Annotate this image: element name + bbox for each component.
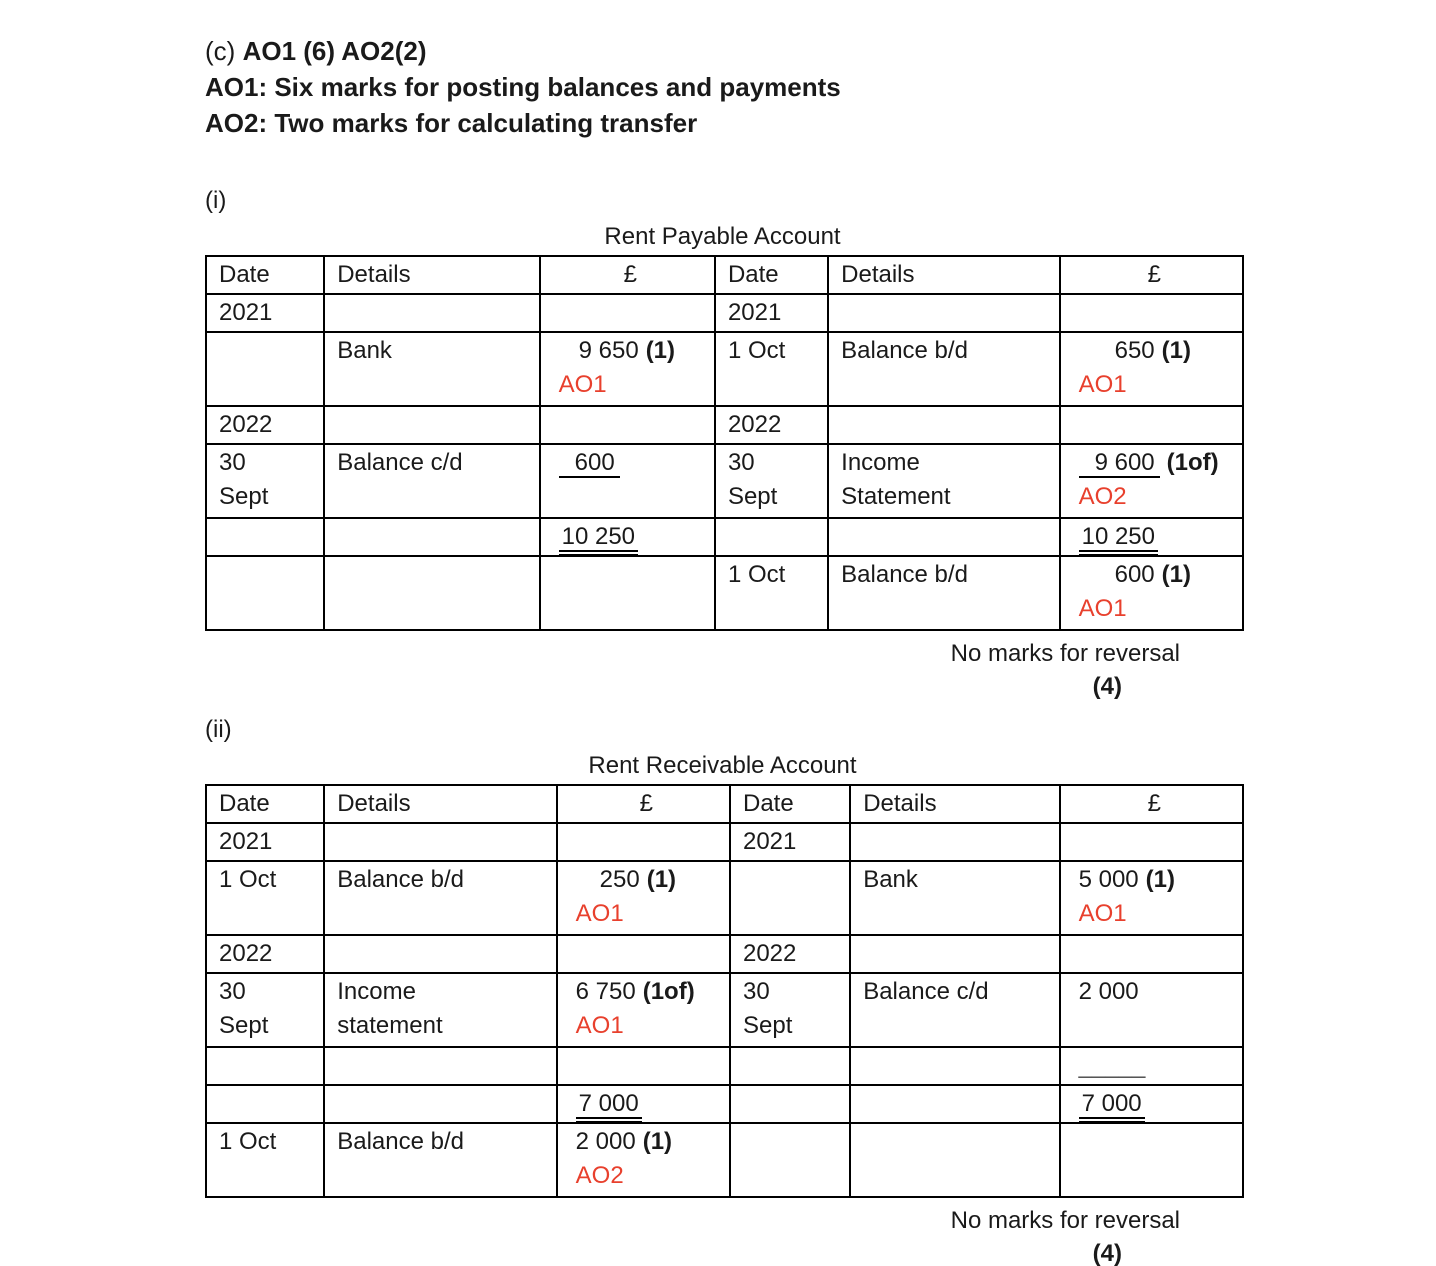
ao-tag: AO2 (1078, 483, 1127, 510)
amount-cell (557, 973, 730, 1047)
total-underlined: 10 250 (1079, 523, 1158, 556)
empty-cell (828, 406, 1059, 444)
entry-row (206, 556, 1243, 630)
details-cell: Bank (850, 861, 1059, 935)
amount-value: 2 000 (575, 1128, 636, 1155)
empty-cell (730, 1123, 850, 1197)
empty-cell (324, 406, 539, 444)
part-c-label: (c) (205, 36, 236, 66)
amount-cell (1060, 556, 1243, 630)
ao-tag: AO1 (1078, 595, 1127, 622)
details-header: Details (850, 785, 1059, 823)
amount-cell (557, 1123, 730, 1197)
header-row (206, 785, 1243, 823)
amount-value: 9 650 (578, 337, 639, 364)
empty-cell (730, 1085, 850, 1123)
date-cell (730, 973, 850, 1047)
rent-payable-table (205, 255, 1244, 631)
entry-row (206, 1123, 1243, 1197)
empty-cell (206, 1085, 324, 1123)
total-rule: _____ (1078, 1052, 1146, 1079)
underlined-amount: 600 (559, 449, 620, 478)
ao-tag: AO1 (575, 900, 624, 927)
amount-value: 5 000 (1078, 866, 1139, 893)
rent-receivable-table (205, 784, 1244, 1198)
date-line: Sept (219, 483, 269, 510)
details-cell: Bank (324, 332, 539, 406)
details-cell: Balance c/d (324, 444, 539, 518)
underlined-amount: 9 600 (1079, 449, 1160, 478)
date-line: 30 (727, 449, 755, 476)
footnote: No marks for reversal (950, 640, 1180, 667)
empty-cell (1060, 406, 1243, 444)
date-cell: 1 Oct (206, 1123, 324, 1197)
empty-cell (206, 518, 324, 556)
total-row (206, 1085, 1243, 1123)
ao-tag: AO1 (558, 371, 607, 398)
amount-cell (1060, 861, 1243, 935)
total-row (206, 518, 1243, 556)
empty-cell (324, 556, 539, 630)
empty-cell (715, 518, 828, 556)
empty-cell (850, 1123, 1059, 1197)
year-cell: 2022 (206, 935, 324, 973)
ao-tag: AO1 (1078, 900, 1127, 927)
year-row (206, 935, 1243, 973)
entry-row (206, 861, 1243, 935)
total-cell (1060, 518, 1243, 556)
date-line: 30 (219, 978, 246, 1005)
section-i-label: (i) (205, 187, 227, 214)
mark-tag: (1) (646, 866, 677, 893)
amount-cell (540, 332, 715, 406)
currency-header: £ (540, 256, 715, 294)
mark-tag: (1) (1161, 337, 1191, 364)
details-header: Details (324, 256, 539, 294)
amount-cell (1060, 973, 1243, 1047)
amount-value: 600 (1114, 561, 1155, 588)
empty-cell (324, 935, 556, 973)
entry-row (206, 332, 1243, 406)
date-cell (715, 444, 828, 518)
empty-cell (206, 332, 324, 406)
currency-header: £ (557, 785, 730, 823)
marks-total: (4) (1092, 673, 1122, 700)
date-cell: 1 Oct (206, 861, 324, 935)
details-cell: Balance b/d (828, 332, 1059, 406)
empty-cell (206, 1047, 324, 1085)
total-underlined: 7 000 (576, 1090, 642, 1123)
details-cell (324, 973, 556, 1047)
amount-cell (1060, 444, 1243, 518)
year-row (206, 294, 1243, 332)
empty-cell (850, 935, 1059, 973)
date-header: Date (206, 256, 324, 294)
details-cell: Balance b/d (828, 556, 1059, 630)
empty-cell (828, 518, 1059, 556)
details-header: Details (324, 785, 556, 823)
mark-tag: (1) (1145, 866, 1175, 893)
empty-cell (850, 1085, 1059, 1123)
details-line: Income (841, 449, 920, 476)
mark-tag: (1) (1161, 561, 1191, 588)
amount-value: 250 (599, 866, 640, 893)
total-underlined: 10 250 (559, 523, 638, 556)
empty-cell (557, 935, 730, 973)
rent-payable-title: Rent Payable Account (604, 223, 841, 250)
rent-receivable-title: Rent Receivable Account (588, 752, 857, 779)
date-header: Date (206, 785, 324, 823)
year-cell: 2022 (730, 935, 850, 973)
year-cell: 2021 (206, 294, 324, 332)
entry-row (206, 444, 1243, 518)
currency-header: £ (1060, 785, 1243, 823)
empty-cell (828, 294, 1059, 332)
details-line: Income (337, 978, 416, 1005)
mark-tag: (1of) (1166, 449, 1219, 476)
amount-value: 6 750 (575, 978, 636, 1005)
total-underlined: 7 000 (1079, 1090, 1145, 1123)
spacer-row (206, 1047, 1243, 1085)
empty-cell (850, 823, 1059, 861)
ao-tag: AO1 (1078, 371, 1127, 398)
header-row (206, 256, 1243, 294)
mark-tag: (1of) (642, 978, 695, 1005)
total-cell (1060, 1085, 1243, 1123)
empty-cell (324, 823, 556, 861)
mark-tag: (1) (645, 337, 676, 364)
empty-cell (206, 556, 324, 630)
date-cell: 1 Oct (715, 332, 828, 406)
empty-cell (1060, 1123, 1243, 1197)
ao-tag: AO1 (575, 1012, 624, 1039)
empty-cell (1060, 823, 1243, 861)
details-line: statement (337, 1012, 443, 1039)
year-cell: 2021 (730, 823, 850, 861)
date-cell (206, 444, 324, 518)
date-header: Date (730, 785, 850, 823)
date-line: Sept (219, 1012, 269, 1039)
empty-cell (730, 861, 850, 935)
amount-value: 650 (1114, 337, 1155, 364)
empty-cell (1060, 935, 1243, 973)
section-ii-label: (ii) (205, 716, 232, 743)
ao-tag: AO2 (575, 1162, 624, 1189)
amount-cell (1060, 332, 1243, 406)
year-cell: 2022 (206, 406, 324, 444)
ao2-note: AO2: Two marks for calculating transfer (205, 108, 698, 138)
entry-row (206, 973, 1243, 1047)
empty-cell (557, 1047, 730, 1085)
ao1-note: AO1: Six marks for posting balances and payments (205, 72, 841, 102)
date-line: 30 (742, 978, 770, 1005)
empty-cell (540, 406, 715, 444)
date-line: Sept (742, 1012, 793, 1039)
content-area (205, 0, 1244, 1266)
mark-tag: (1) (642, 1128, 673, 1155)
date-header: Date (715, 256, 828, 294)
currency-header: £ (1060, 256, 1243, 294)
details-cell: Balance c/d (850, 973, 1059, 1047)
amount-value: 2 000 (1078, 978, 1139, 1005)
date-cell: 1 Oct (715, 556, 828, 630)
empty-cell (540, 294, 715, 332)
year-row (206, 823, 1243, 861)
marks-total: (4) (1092, 1240, 1122, 1266)
empty-cell (324, 1085, 556, 1123)
year-cell: 2021 (715, 294, 828, 332)
details-cell (828, 444, 1059, 518)
rule-cell (1060, 1047, 1243, 1085)
empty-cell (324, 518, 539, 556)
empty-cell (730, 1047, 850, 1085)
amount-cell (557, 861, 730, 935)
details-header: Details (828, 256, 1059, 294)
year-cell: 2021 (206, 823, 324, 861)
details-cell: Balance b/d (324, 861, 556, 935)
part-c-marks: AO1 (6) AO2(2) (242, 36, 427, 66)
part-c-heading (205, 33, 1244, 69)
empty-cell (557, 823, 730, 861)
total-cell (557, 1085, 730, 1123)
date-line: Sept (727, 483, 778, 510)
year-cell: 2022 (715, 406, 828, 444)
date-cell (206, 973, 324, 1047)
empty-cell (850, 1047, 1059, 1085)
details-cell: Balance b/d (324, 1123, 556, 1197)
footnote: No marks for reversal (950, 1207, 1180, 1234)
empty-cell (324, 294, 539, 332)
total-cell (540, 518, 715, 556)
amount-cell (540, 444, 715, 518)
details-line: Statement (841, 483, 951, 510)
date-line: 30 (219, 449, 246, 476)
year-row (206, 406, 1243, 444)
empty-cell (1060, 294, 1243, 332)
empty-cell (540, 556, 715, 630)
empty-cell (324, 1047, 556, 1085)
